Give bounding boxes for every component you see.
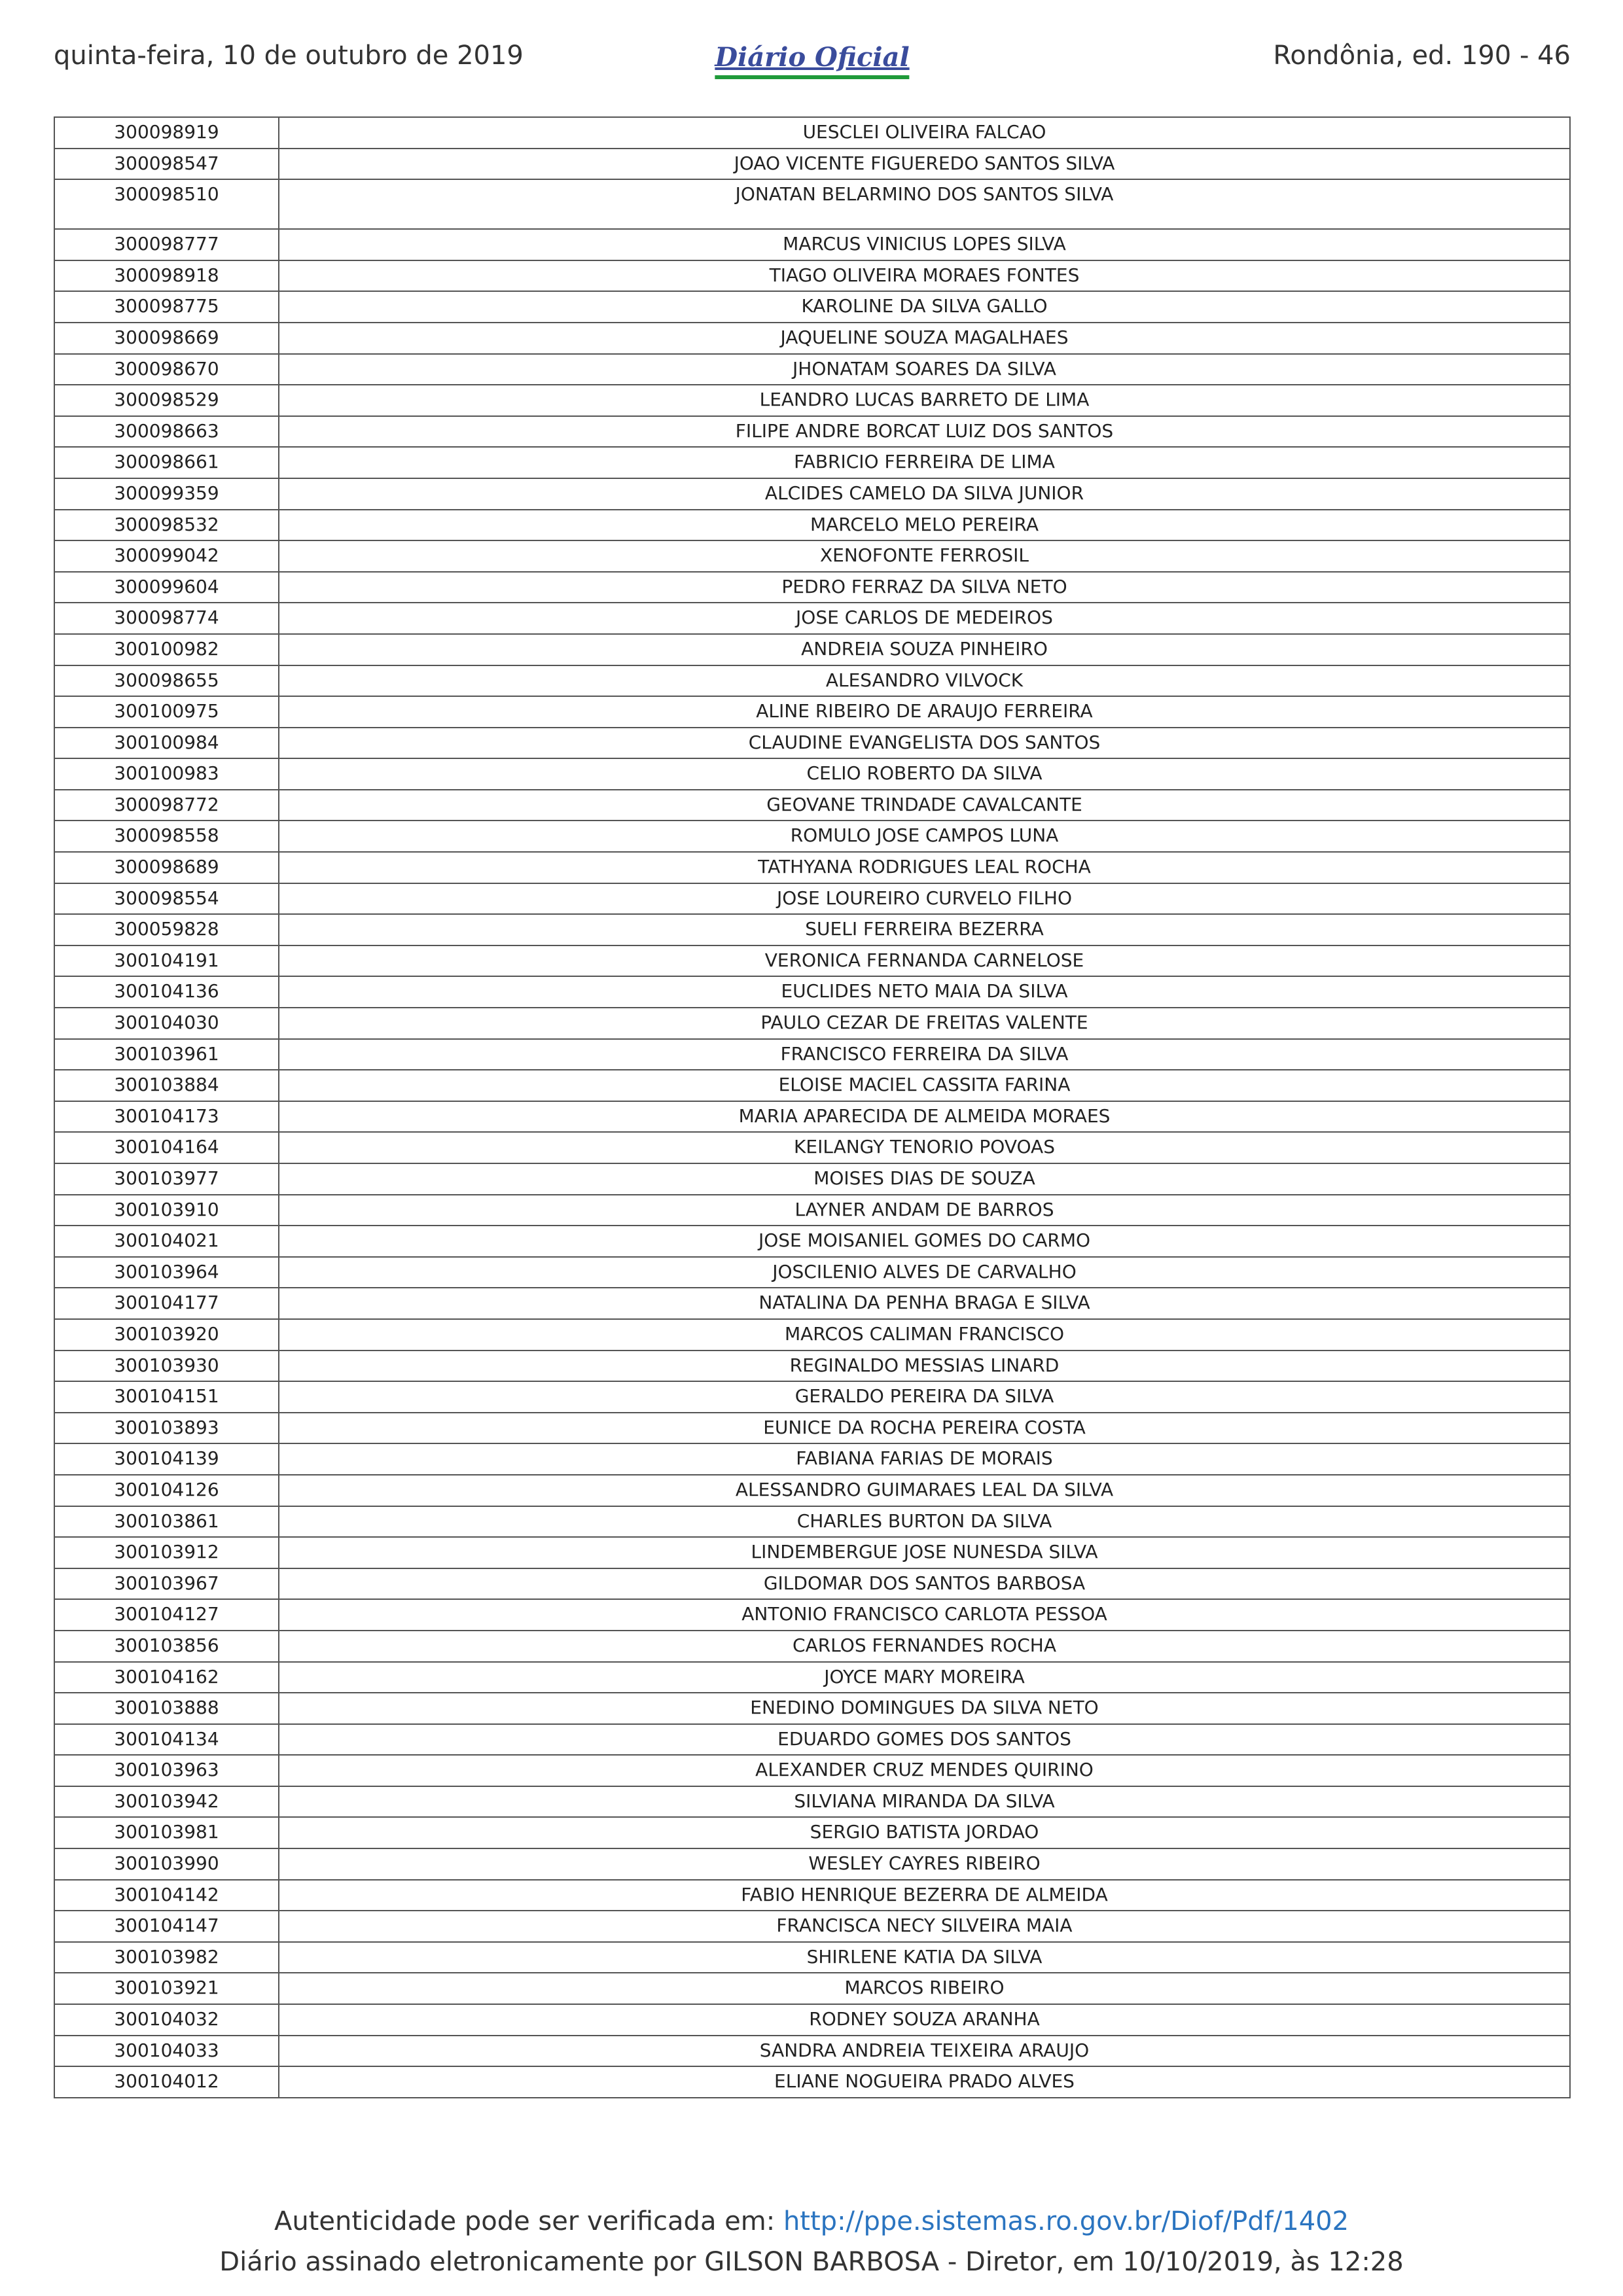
- registration-number-cell: 300104151: [54, 1381, 279, 1413]
- registration-number-cell: 300098547: [54, 149, 279, 180]
- table-row: [54, 1008, 1570, 1039]
- table-row: [54, 852, 1570, 883]
- table-row: [54, 1724, 1570, 1756]
- table-row: [54, 1475, 1570, 1506]
- person-name-cell: GILDOMAR DOS SANTOS BARBOSA: [279, 1568, 1570, 1600]
- table-row: [54, 945, 1570, 977]
- table-row: [54, 1163, 1570, 1195]
- registration-number-cell: 300103977: [54, 1163, 279, 1195]
- page-header: [54, 33, 1571, 85]
- registration-number-cell: 300103964: [54, 1257, 279, 1288]
- table-row: [54, 821, 1570, 852]
- registration-number-cell: 300104136: [54, 976, 279, 1008]
- person-name-cell: FRANCISCO FERREIRA DA SILVA: [279, 1039, 1570, 1070]
- registration-number-cell: 300059828: [54, 914, 279, 945]
- person-name-cell: FILIPE ANDRE BORCAT LUIZ DOS SANTOS: [279, 416, 1570, 448]
- registration-number-cell: 300098670: [54, 354, 279, 385]
- table-row: [54, 572, 1570, 603]
- person-name-cell: KEILANGY TENORIO POVOAS: [279, 1132, 1570, 1163]
- person-name-cell: MARCELO MELO PEREIRA: [279, 510, 1570, 541]
- registration-number-cell: 300098775: [54, 291, 279, 323]
- table-row: [54, 1195, 1570, 1226]
- table-row: [54, 2036, 1570, 2067]
- registration-number-cell: 300104139: [54, 1443, 279, 1475]
- person-name-cell: ALESANDRO VILVOCK: [279, 665, 1570, 697]
- person-name-cell: SERGIO BATISTA JORDAO: [279, 1817, 1570, 1848]
- table-row: [54, 1662, 1570, 1693]
- registration-number-cell: 300100975: [54, 696, 279, 728]
- table-row: [54, 665, 1570, 697]
- table-row: [54, 1631, 1570, 1662]
- person-name-cell: GEOVANE TRINDADE CAVALCANTE: [279, 790, 1570, 821]
- table-row: [54, 1070, 1570, 1101]
- table-row: [54, 149, 1570, 180]
- gazette-title: Diário Oficial: [715, 42, 910, 73]
- table-row: [54, 1817, 1570, 1848]
- registration-number-cell: 300103982: [54, 1942, 279, 1973]
- registration-number-cell: 300103942: [54, 1786, 279, 1818]
- registration-number-cell: 300103921: [54, 1973, 279, 2004]
- table-row: [54, 1880, 1570, 1911]
- person-name-cell: FABIO HENRIQUE BEZERRA DE ALMEIDA: [279, 1880, 1570, 1911]
- person-name-cell: WESLEY CAYRES RIBEIRO: [279, 1848, 1570, 1880]
- table-row: [54, 976, 1570, 1008]
- registration-number-cell: 300098554: [54, 883, 279, 915]
- person-name-cell: SUELI FERREIRA BEZERRA: [279, 914, 1570, 945]
- registration-number-cell: 300103884: [54, 1070, 279, 1101]
- registration-number-cell: 300103888: [54, 1693, 279, 1724]
- signature-note: Diário assinado eletronicamente por GILSON BARBOSA - Diretor, em 10/10/2019, às 12:28: [219, 2247, 1404, 2277]
- table-row: [54, 1973, 1570, 2004]
- table-row: [54, 1506, 1570, 1538]
- table-row: [54, 416, 1570, 448]
- authenticity-note: [0, 2206, 1623, 2236]
- person-name-cell: JOSCILENIO ALVES DE CARVALHO: [279, 1257, 1570, 1288]
- person-name-cell: MARCOS RIBEIRO: [279, 1973, 1570, 2004]
- person-name-cell: EDUARDO GOMES DOS SANTOS: [279, 1724, 1570, 1756]
- person-name-cell: JOYCE MARY MOREIRA: [279, 1662, 1570, 1693]
- table-row: [54, 478, 1570, 510]
- table-row: [54, 914, 1570, 945]
- registration-number-cell: 300104033: [54, 2036, 279, 2067]
- registration-number-cell: 300104127: [54, 1599, 279, 1631]
- table-row: [54, 2004, 1570, 2036]
- person-name-cell: MOISES DIAS DE SOUZA: [279, 1163, 1570, 1195]
- registration-number-cell: 300103912: [54, 1537, 279, 1568]
- person-name-cell: PAULO CEZAR DE FREITAS VALENTE: [279, 1008, 1570, 1039]
- table-row: [54, 447, 1570, 478]
- person-name-cell: ALEXANDER CRUZ MENDES QUIRINO: [279, 1755, 1570, 1786]
- registration-number-cell: 300103856: [54, 1631, 279, 1662]
- registration-number-cell: 300103981: [54, 1817, 279, 1848]
- table-row: [54, 1351, 1570, 1382]
- table-row: [54, 179, 1570, 229]
- person-name-cell: ALCIDES CAMELO DA SILVA JUNIOR: [279, 478, 1570, 510]
- person-name-cell: SILVIANA MIRANDA DA SILVA: [279, 1786, 1570, 1818]
- table-row: [54, 1101, 1570, 1133]
- registration-number-cell: 300098777: [54, 229, 279, 260]
- person-name-cell: CLAUDINE EVANGELISTA DOS SANTOS: [279, 728, 1570, 759]
- table-row: [54, 696, 1570, 728]
- table-row: [54, 291, 1570, 323]
- registration-number-cell: 300098661: [54, 447, 279, 478]
- table-row: [54, 1848, 1570, 1880]
- person-name-cell: FABIANA FARIAS DE MORAIS: [279, 1443, 1570, 1475]
- table-row: [54, 229, 1570, 260]
- registration-number-cell: 300098529: [54, 385, 279, 416]
- table-row: [54, 634, 1570, 665]
- person-name-cell: ANDREIA SOUZA PINHEIRO: [279, 634, 1570, 665]
- roster-table: [54, 116, 1571, 2098]
- table-row: [54, 1786, 1570, 1818]
- table-row: [54, 790, 1570, 821]
- registration-number-cell: 300104012: [54, 2066, 279, 2098]
- person-name-cell: TIAGO OLIVEIRA MORAES FONTES: [279, 260, 1570, 292]
- logo-underline-bar: [715, 75, 909, 79]
- person-name-cell: GERALDO PEREIRA DA SILVA: [279, 1381, 1570, 1413]
- person-name-cell: EUNICE DA ROCHA PEREIRA COSTA: [279, 1413, 1570, 1444]
- registration-number-cell: 300103961: [54, 1039, 279, 1070]
- table-row: [54, 1381, 1570, 1413]
- table-row: [54, 1257, 1570, 1288]
- table-row: [54, 1755, 1570, 1786]
- registration-number-cell: 300104177: [54, 1288, 279, 1319]
- registration-number-cell: 300098772: [54, 790, 279, 821]
- person-name-cell: UESCLEI OLIVEIRA FALCAO: [279, 117, 1570, 149]
- registration-number-cell: 300099604: [54, 572, 279, 603]
- table-row: [54, 1288, 1570, 1319]
- person-name-cell: JOSE MOISANIEL GOMES DO CARMO: [279, 1226, 1570, 1257]
- table-row: [54, 323, 1570, 354]
- table-row: [54, 1039, 1570, 1070]
- person-name-cell: NATALINA DA PENHA BRAGA E SILVA: [279, 1288, 1570, 1319]
- table-row: [54, 728, 1570, 759]
- registration-number-cell: 300103920: [54, 1319, 279, 1351]
- registration-number-cell: 300104126: [54, 1475, 279, 1506]
- person-name-cell: LEANDRO LUCAS BARRETO DE LIMA: [279, 385, 1570, 416]
- registration-number-cell: 300100984: [54, 728, 279, 759]
- table-row: [54, 540, 1570, 572]
- table-row: [54, 1693, 1570, 1724]
- registration-number-cell: 300098655: [54, 665, 279, 697]
- registration-number-cell: 300103930: [54, 1351, 279, 1382]
- registration-number-cell: 300103990: [54, 1848, 279, 1880]
- table-row: [54, 883, 1570, 915]
- person-name-cell: CELIO ROBERTO DA SILVA: [279, 758, 1570, 790]
- registration-number-cell: 300098558: [54, 821, 279, 852]
- table-row: [54, 354, 1570, 385]
- table-row: [54, 510, 1570, 541]
- table-row: [54, 260, 1570, 292]
- person-name-cell: KAROLINE DA SILVA GALLO: [279, 291, 1570, 323]
- person-name-cell: MARIA APARECIDA DE ALMEIDA MORAES: [279, 1101, 1570, 1133]
- table-row: [54, 385, 1570, 416]
- person-name-cell: ELIANE NOGUEIRA PRADO ALVES: [279, 2066, 1570, 2098]
- person-name-cell: SHIRLENE KATIA DA SILVA: [279, 1942, 1570, 1973]
- table-row: [54, 1226, 1570, 1257]
- person-name-cell: FABRICIO FERREIRA DE LIMA: [279, 447, 1570, 478]
- person-name-cell: ANTONIO FRANCISCO CARLOTA PESSOA: [279, 1599, 1570, 1631]
- registration-number-cell: 300103861: [54, 1506, 279, 1538]
- registration-number-cell: 300104191: [54, 945, 279, 977]
- person-name-cell: XENOFONTE FERROSIL: [279, 540, 1570, 572]
- registration-number-cell: 300098669: [54, 323, 279, 354]
- table-row: [54, 117, 1570, 149]
- registration-number-cell: 300098510: [54, 179, 279, 229]
- registration-number-cell: 300103967: [54, 1568, 279, 1600]
- registration-number-cell: 300104142: [54, 1880, 279, 1911]
- person-name-cell: ALINE RIBEIRO DE ARAUJO FERREIRA: [279, 696, 1570, 728]
- person-name-cell: JOAO VICENTE FIGUEREDO SANTOS SILVA: [279, 149, 1570, 180]
- person-name-cell: LINDEMBERGUE JOSE NUNESDA SILVA: [279, 1537, 1570, 1568]
- registration-number-cell: 300098663: [54, 416, 279, 448]
- registration-number-cell: 300103910: [54, 1195, 279, 1226]
- registration-number-cell: 300103963: [54, 1755, 279, 1786]
- registration-number-cell: 300099359: [54, 478, 279, 510]
- table-row: [54, 1319, 1570, 1351]
- person-name-cell: CARLOS FERNANDES ROCHA: [279, 1631, 1570, 1662]
- registration-number-cell: 300104021: [54, 1226, 279, 1257]
- table-row: [54, 1132, 1570, 1163]
- registration-number-cell: 300104030: [54, 1008, 279, 1039]
- table-row: [54, 1568, 1570, 1600]
- registration-number-cell: 300100983: [54, 758, 279, 790]
- person-name-cell: JAQUELINE SOUZA MAGALHAES: [279, 323, 1570, 354]
- registration-number-cell: 300104162: [54, 1662, 279, 1693]
- person-name-cell: ALESSANDRO GUIMARAES LEAL DA SILVA: [279, 1475, 1570, 1506]
- table-row: [54, 603, 1570, 634]
- registration-number-cell: 300104032: [54, 2004, 279, 2036]
- person-name-cell: PEDRO FERRAZ DA SILVA NETO: [279, 572, 1570, 603]
- authenticity-link[interactable]: http://ppe.sistemas.ro.gov.br/Diof/Pdf/1402: [783, 2206, 1349, 2236]
- person-name-cell: JHONATAM SOARES DA SILVA: [279, 354, 1570, 385]
- registration-number-cell: 300098774: [54, 603, 279, 634]
- person-name-cell: FRANCISCA NECY SILVEIRA MAIA: [279, 1911, 1570, 1942]
- registration-number-cell: 300098532: [54, 510, 279, 541]
- person-name-cell: VERONICA FERNANDA CARNELOSE: [279, 945, 1570, 977]
- person-name-cell: SANDRA ANDREIA TEIXEIRA ARAUJO: [279, 2036, 1570, 2067]
- table-row: [54, 1599, 1570, 1631]
- table-row: [54, 1413, 1570, 1444]
- person-name-cell: MARCOS CALIMAN FRANCISCO: [279, 1319, 1570, 1351]
- table-row: [54, 758, 1570, 790]
- registration-number-cell: 300104147: [54, 1911, 279, 1942]
- roster-table-body: [54, 117, 1570, 2098]
- registration-number-cell: 300103893: [54, 1413, 279, 1444]
- registration-number-cell: 300098918: [54, 260, 279, 292]
- person-name-cell: RODNEY SOUZA ARANHA: [279, 2004, 1570, 2036]
- person-name-cell: EUCLIDES NETO MAIA DA SILVA: [279, 976, 1570, 1008]
- registration-number-cell: 300099042: [54, 540, 279, 572]
- registration-number-cell: 300104134: [54, 1724, 279, 1756]
- gazette-logo: [715, 42, 909, 79]
- registration-number-cell: 300098919: [54, 117, 279, 149]
- person-name-cell: JOSE LOUREIRO CURVELO FILHO: [279, 883, 1570, 915]
- table-row: [54, 1942, 1570, 1973]
- table-row: [54, 1911, 1570, 1942]
- edition-page-number: Rondônia, ed. 190 - 46: [1273, 41, 1571, 71]
- registration-number-cell: 300098689: [54, 852, 279, 883]
- person-name-cell: CHARLES BURTON DA SILVA: [279, 1506, 1570, 1538]
- authenticity-prefix: Autenticidade pode ser verificada em:: [274, 2206, 783, 2236]
- person-name-cell: ENEDINO DOMINGUES DA SILVA NETO: [279, 1693, 1570, 1724]
- registration-number-cell: 300100982: [54, 634, 279, 665]
- person-name-cell: TATHYANA RODRIGUES LEAL ROCHA: [279, 852, 1570, 883]
- person-name-cell: REGINALDO MESSIAS LINARD: [279, 1351, 1570, 1382]
- registration-number-cell: 300104173: [54, 1101, 279, 1133]
- registration-number-cell: 300104164: [54, 1132, 279, 1163]
- table-row: [54, 2066, 1570, 2098]
- table-row: [54, 1443, 1570, 1475]
- person-name-cell: JOSE CARLOS DE MEDEIROS: [279, 603, 1570, 634]
- publication-date: quinta-feira, 10 de outubro de 2019: [54, 41, 524, 71]
- person-name-cell: ROMULO JOSE CAMPOS LUNA: [279, 821, 1570, 852]
- person-name-cell: MARCUS VINICIUS LOPES SILVA: [279, 229, 1570, 260]
- table-row: [54, 1537, 1570, 1568]
- person-name-cell: LAYNER ANDAM DE BARROS: [279, 1195, 1570, 1226]
- person-name-cell: JONATAN BELARMINO DOS SANTOS SILVA: [279, 179, 1570, 229]
- person-name-cell: ELOISE MACIEL CASSITA FARINA: [279, 1070, 1570, 1101]
